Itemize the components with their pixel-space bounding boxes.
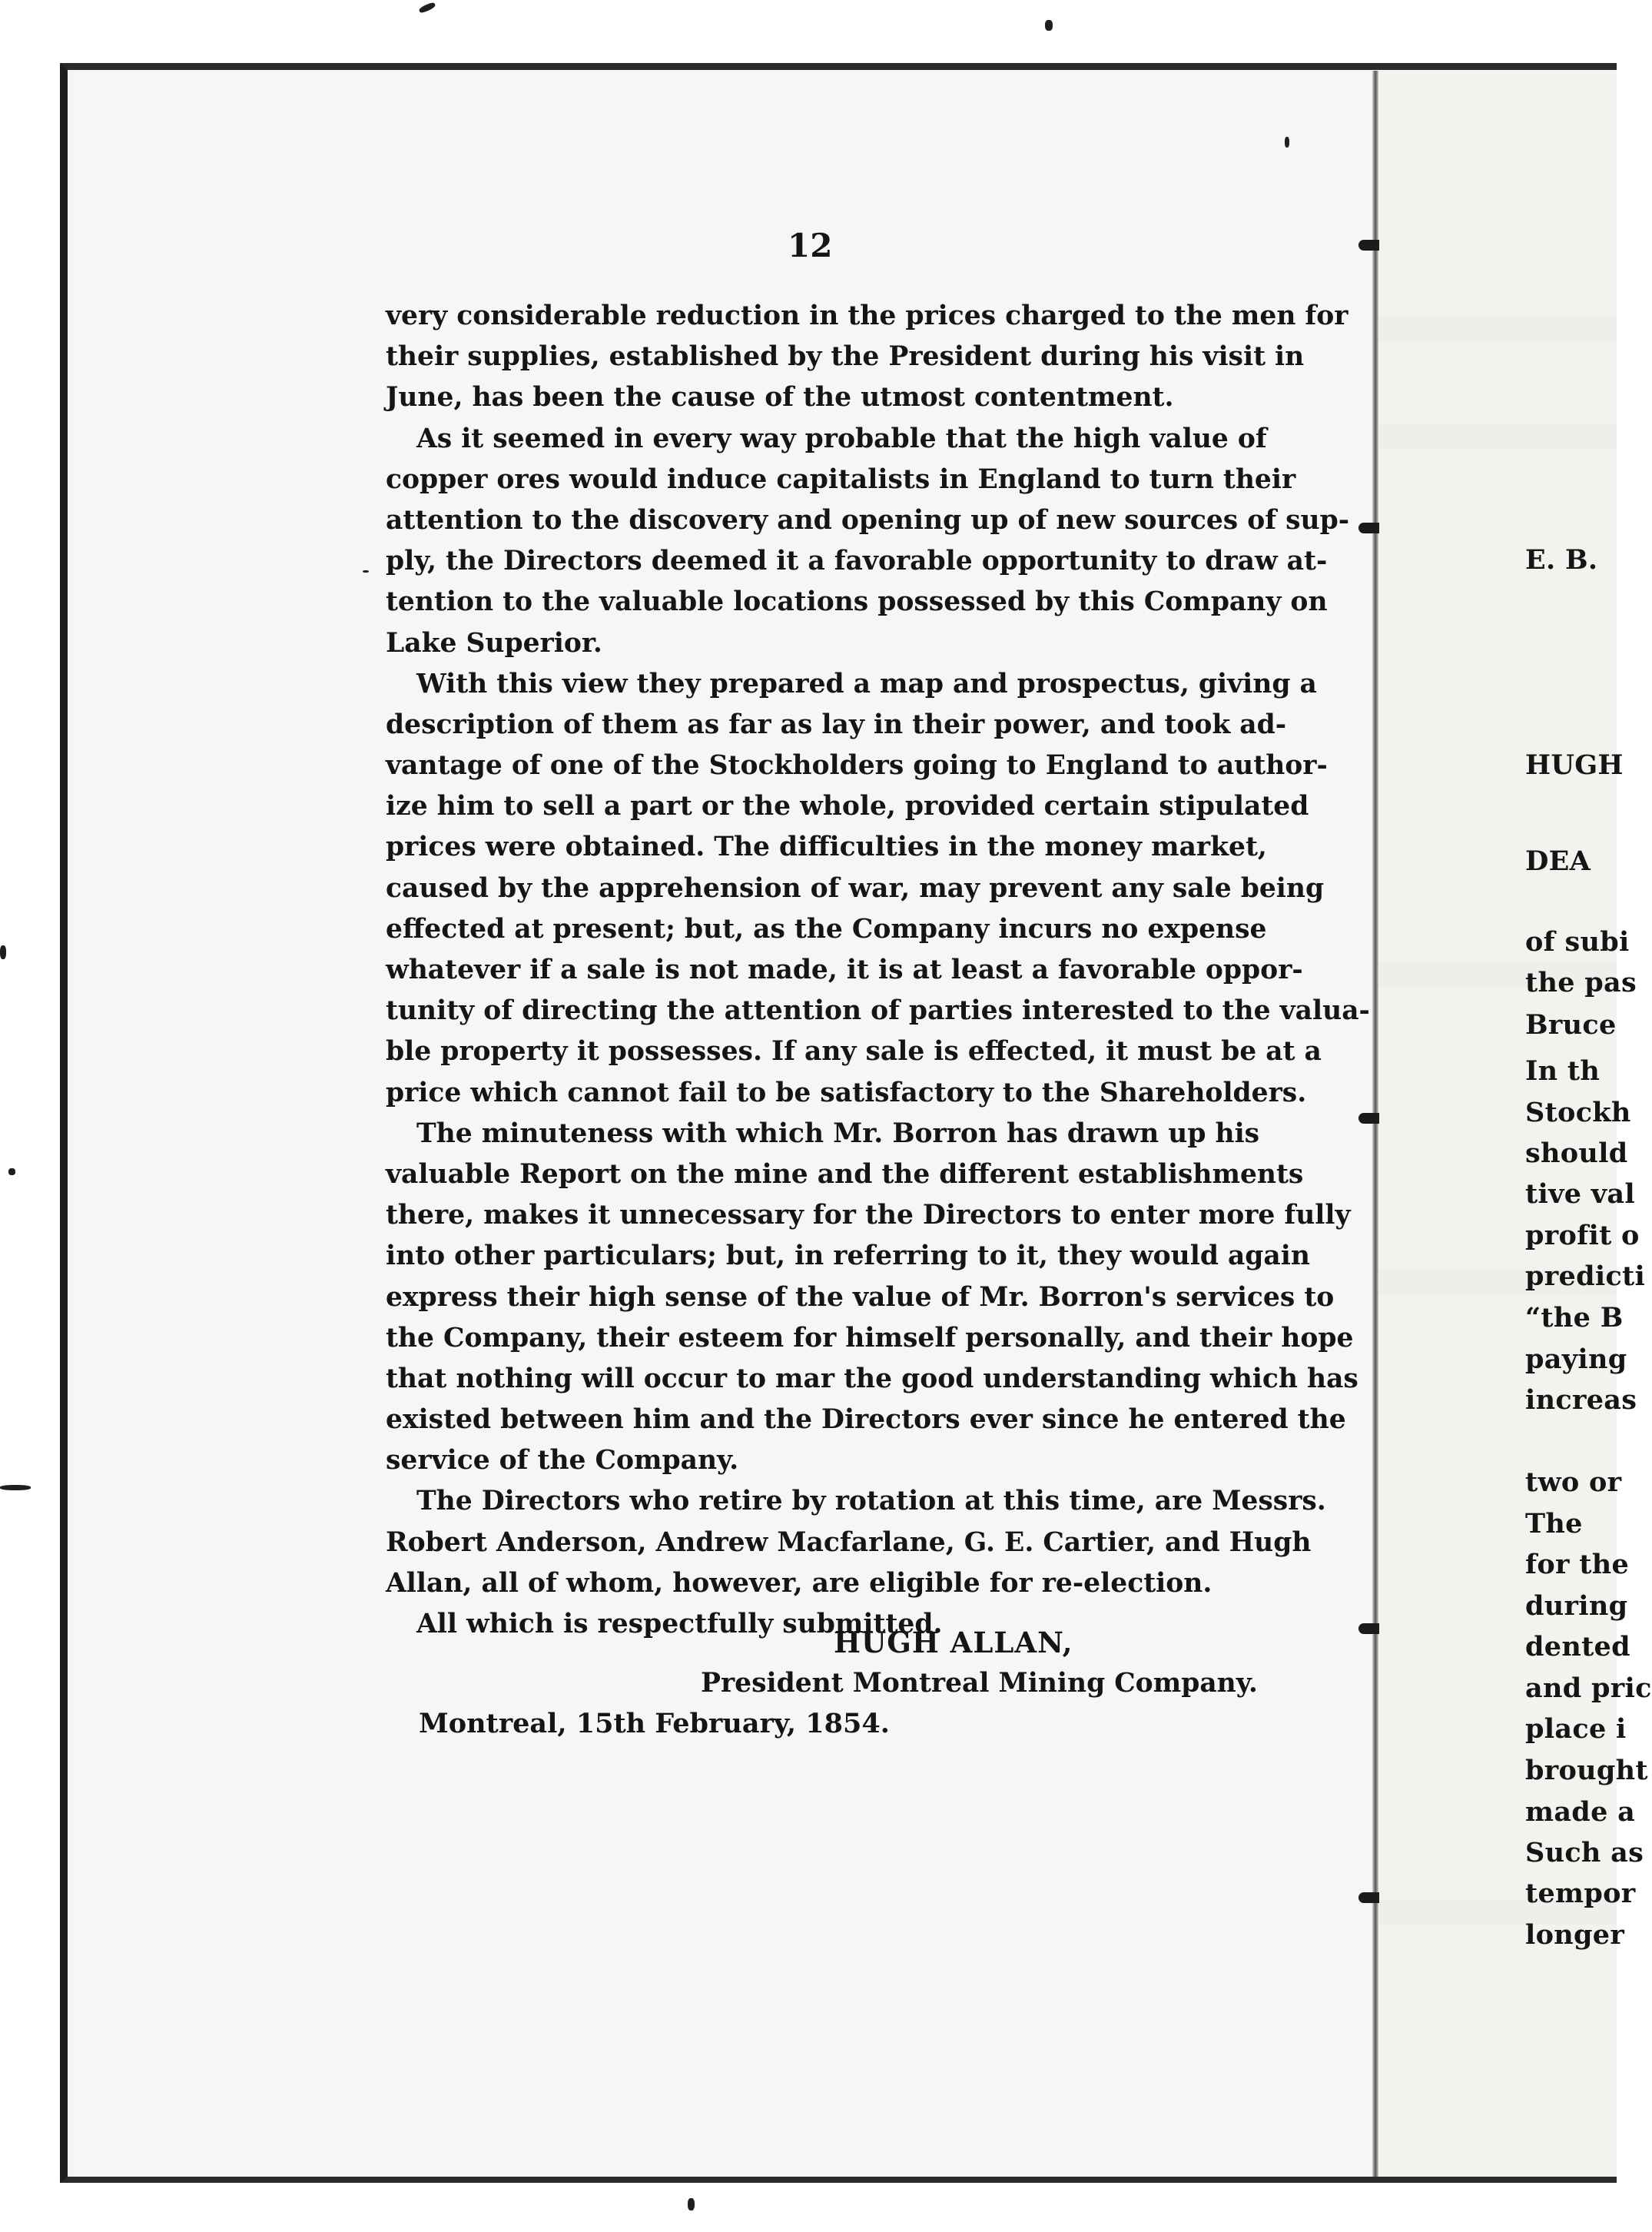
scan-speck <box>8 1168 15 1175</box>
signer-name: HUGH ALLAN, <box>834 1626 1073 1659</box>
text-line: The Directors who retire by rotation at this time, are Messrs. <box>416 1486 1326 1517</box>
facing-page-fragment: two or <box>1525 1466 1622 1498</box>
text-line: very considerable reduction in the prices charged to the men for <box>386 301 1348 331</box>
facing-page-fragment: E. B. <box>1525 544 1598 576</box>
text-line: Lake Superior. <box>386 627 602 659</box>
body-text <box>386 296 1370 1645</box>
text-line: The minuteness with which Mr. Borron has drawn up his <box>416 1118 1260 1149</box>
facing-page-fragment: longer <box>1525 1919 1625 1951</box>
text-line: their supplies, established by the President during his visit in <box>386 341 1305 373</box>
text-line: that nothing will occur to mar the good understanding which has <box>386 1363 1358 1394</box>
facing-page-fragment: for the <box>1525 1549 1630 1580</box>
text-line: into other particulars; but, in referring to it, they would again <box>386 1241 1310 1272</box>
text-line: All which is respectfully submitted. <box>416 1609 943 1639</box>
facing-page-fragment: “the B <box>1525 1302 1624 1334</box>
facing-page-fragment: during <box>1525 1590 1628 1622</box>
text-line: ble property it possesses. If any sale is effected, it must be at a <box>386 1036 1322 1068</box>
page-number: 12 <box>788 227 833 264</box>
facing-page-fragment: brought <box>1525 1755 1648 1786</box>
facing-page-fragment: of subi <box>1525 926 1630 958</box>
text-line: caused by the apprehension of war, may prevent any sale being <box>386 872 1325 904</box>
facing-page-fragment: Stockh <box>1525 1097 1631 1128</box>
facing-page-fragment: dented <box>1525 1631 1630 1662</box>
text-line: service of the Company. <box>386 1445 739 1476</box>
facing-page-fragment: Bruce <box>1525 1009 1617 1041</box>
text-line: attention to the discovery and opening up of new sources of sup- <box>386 504 1350 536</box>
facing-page-fragment: paying <box>1525 1344 1627 1375</box>
scan-speck <box>0 945 6 959</box>
text-line: As it seemed in every way probable that the high value of <box>416 423 1267 454</box>
text-line: copper ores would induce capitalists in England to turn their <box>386 463 1296 495</box>
facing-page-fragment: should <box>1525 1138 1628 1169</box>
text-line: vantage of one of the Stockholders going to England to author- <box>386 750 1328 782</box>
scan-speck <box>0 1485 31 1490</box>
scan-speck <box>363 570 369 573</box>
facing-page-fragment: increas <box>1525 1384 1637 1416</box>
text-line: June, has been the cause of the utmost contentment. <box>386 382 1174 414</box>
scan-speck <box>1045 20 1053 31</box>
facing-page-fragment: profit o <box>1525 1220 1640 1251</box>
facing-page-fragment: tempor <box>1525 1878 1636 1909</box>
book-spine <box>1372 71 1378 2177</box>
facing-page-fragment: In th <box>1525 1055 1601 1087</box>
facing-page-fragment: and pric <box>1525 1672 1652 1704</box>
text-line: existed between him and the Directors ever since he entered the <box>386 1404 1346 1436</box>
scan-speck <box>1285 137 1289 148</box>
place-date: Montreal, 15th February, 1854. <box>419 1708 890 1739</box>
facing-page-fragment: made a <box>1525 1796 1636 1828</box>
text-line: With this view they prepared a map and prospectus, giving a <box>416 668 1317 699</box>
text-line: effected at present; but, as the Company incurs no expense <box>386 913 1267 945</box>
text-line: tunity of directing the attention of parties interested to the valua- <box>386 995 1370 1027</box>
facing-page <box>1379 71 1652 2177</box>
text-line: prices were obtained. The difficulties in the money market, <box>386 832 1267 863</box>
text-line: valuable Report on the mine and the different establishments <box>386 1158 1304 1190</box>
scan-speck <box>688 2198 695 2210</box>
text-line: tention to the valuable locations possessed by this Company on <box>386 586 1328 618</box>
facing-page-fragment: HUGH <box>1525 749 1624 781</box>
facing-page-fragment: the pas <box>1525 967 1637 998</box>
facing-page-fragment: Such as <box>1525 1837 1644 1868</box>
text-line: description of them as far as lay in their power, and took ad- <box>386 709 1287 740</box>
signer-title: President Montreal Mining Company. <box>701 1668 1258 1699</box>
scan-speck <box>418 2 436 15</box>
facing-page-fragment: place i <box>1525 1713 1627 1745</box>
text-line: ply, the Directors deemed it a favorable opportunity to draw at- <box>386 546 1328 577</box>
text-line: ize him to sell a part or the whole, provided certain stipulated <box>386 791 1309 822</box>
text-line: Allan, all of whom, however, are eligible for re-election. <box>386 1567 1212 1599</box>
facing-page-fragment: The <box>1525 1508 1583 1539</box>
facing-page-fragment: DEA <box>1525 845 1591 877</box>
text-line: price which cannot fail to be satisfactory to the Shareholders. <box>386 1077 1307 1108</box>
text-line: whatever if a sale is not made, it is at least a favorable oppor- <box>386 955 1303 985</box>
text-line: Robert Anderson, Andrew Macfarlane, G. E. Cartier, and Hugh <box>386 1526 1312 1558</box>
text-line: the Company, their esteem for himself personally, and their hope <box>386 1322 1354 1353</box>
text-line: express their high sense of the value of Mr. Borron's services to <box>386 1281 1335 1313</box>
text-line: there, makes it unnecessary for the Directors to enter more fully <box>386 1200 1351 1231</box>
facing-page-fragment: predicti <box>1525 1260 1646 1292</box>
facing-page-fragment: tive val <box>1525 1178 1635 1210</box>
